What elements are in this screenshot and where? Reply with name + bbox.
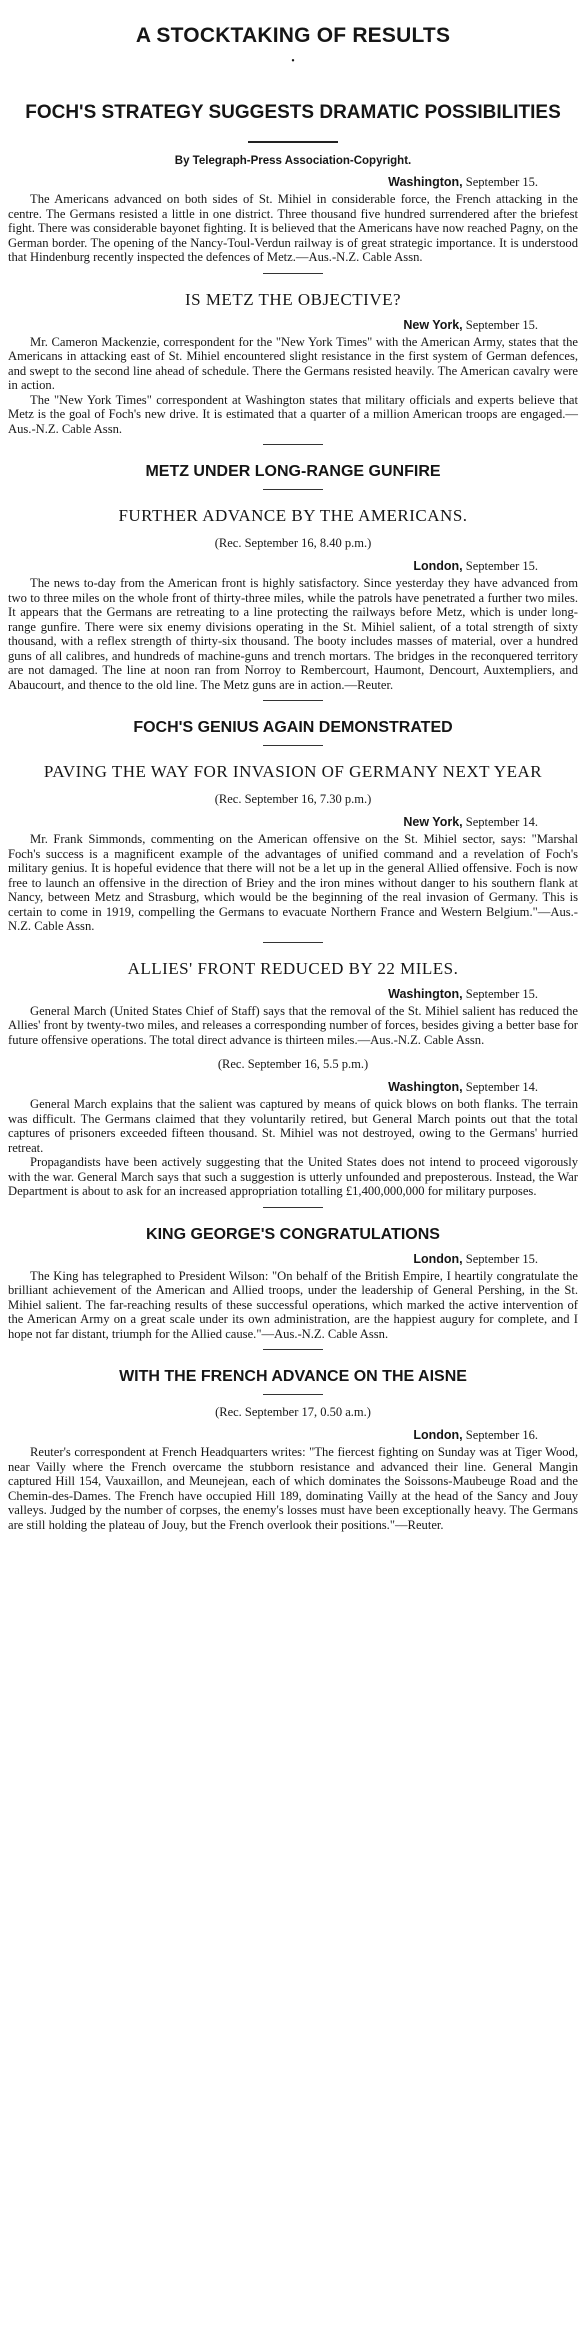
- divider: [263, 273, 323, 274]
- section-subheading: ALLIES' FRONT REDUCED BY 22 MILES.: [127, 958, 459, 978]
- article-king-george: [8, 1226, 578, 1342]
- received-note: (Rec. September 17, 0.50 a.m.): [215, 1405, 371, 1419]
- dateline-place: London,: [413, 559, 463, 573]
- dateline: [8, 559, 578, 574]
- section-heading: WITH THE FRENCH ADVANCE ON THE AISNE: [119, 1368, 467, 1385]
- divider: [263, 745, 323, 746]
- divider: [263, 1394, 323, 1395]
- dateline-place: Washington,: [388, 986, 463, 1001]
- dateline-place: New York,: [403, 815, 463, 829]
- divider: [263, 1349, 323, 1350]
- section-heading: FOCH'S GENIUS AGAIN DEMONSTRATED: [133, 719, 453, 736]
- article-paragraph: The news to-day from the American front is highly satisfactory. Since yesterday they have advanced from two to three miles on the whole front of thirty-three miles, while the patrols have penetrated a further two miles. It appears that the Germans are retreating to a line protecting the railways before Metz, which is under long-range gunfire. There were six enemy divisions operating in the St. Mihiel salient, of a total strength of sixty thousand, with a reflex strength of thirty-six thousand. The booty includes masses of material, over a hundred guns of all calibres, and hundreds of machine-guns and trench mortars. The bridges in the reconquered territory are not damaged. The line at noon ran from Norroy to Rembercourt, Haumont, Dencourt, Auxtempliers, and Abaucourt, and thence to the old line. The Metz guns are in action.—Reuter.: [8, 576, 578, 692]
- received-note: (Rec. September 16, 8.40 p.m.): [214, 536, 372, 550]
- divider: [263, 489, 323, 490]
- dateline-date: September 16.: [465, 1428, 538, 1442]
- received-note: (Rec. September 16, 5.5 p.m.): [217, 1057, 369, 1071]
- divider: [248, 141, 338, 143]
- divider: [263, 942, 323, 943]
- article-paragraph: The "New York Times" correspondent at Washington states that military officials and experts believe that Metz is the goal of Foch's new drive. It is estimated that a quarter of a million American troops are engaged.—Aus.-N.Z. Cable Assn.: [8, 392, 578, 436]
- dateline-date: September 15.: [465, 1251, 538, 1266]
- section-heading: KING GEORGE'S CONGRATULATIONS: [146, 1225, 440, 1243]
- divider: [263, 444, 323, 445]
- dateline-date: September 14.: [465, 1080, 538, 1094]
- article-paragraph: Propagandists have been actively suggesting that the United States does not intend to proceed vigorously with the war. General March says that such a suggestion is utterly unfounded and preposterous. Instead, the War Department is about to ask for an increased appropriation totalling £1,400,000,000 for military purposes.: [8, 1155, 578, 1198]
- dateline-place: London,: [413, 1428, 463, 1442]
- article-long-range-gunfire: [8, 463, 578, 692]
- dateline-date: September 15.: [465, 986, 538, 1001]
- article-allies-front: [8, 959, 578, 1199]
- article-french-aisne: [8, 1368, 578, 1532]
- article-paragraph: Mr. Cameron Mackenzie, correspondent for the "New York Times" with the American Army, states that the Americans in attacking east of St. Mihiel encountered slight resistance in the first system of German defences, and swept to the second line ahead of schedule. There the Germans resisted heavily. The American cavalry were in action.: [8, 334, 578, 392]
- article-paragraph: General March (United States Chief of Staff) says that the removal of the St. Mihiel salient has reduced the Allies' front by twenty-two miles, and releases a corresponding number of forces, besides giving a better base for future offensive operations. The total direct advance is thirteen miles.—Aus.-N.Z. Cable Assn.: [8, 1003, 578, 1047]
- dateline-date: September 15.: [465, 559, 538, 573]
- section-subheading: PAVING THE WAY FOR INVASION OF GERMANY NEXT YEAR: [43, 762, 543, 781]
- dateline: [8, 1252, 578, 1267]
- dateline-date: September 14.: [465, 815, 538, 829]
- dateline-place: New York,: [403, 317, 463, 332]
- main-headline: FOCH'S STRATEGY SUGGESTS DRAMATIC POSSIBILITIES: [25, 102, 561, 123]
- dateline: [8, 815, 578, 830]
- dateline: [8, 1080, 578, 1095]
- dateline: [8, 987, 578, 1002]
- article-paragraph: Reuter's correspondent at French Headquarters writes: "The fiercest fighting on Sunday was at Tiger Wood, near Vailly where the French overcame the stubborn resistance and advanced their line. General Mangin captured Hill 154, Vauxaillon, and Meunejean, each of which dominates the Soissons-Maubeuge Road and the Chemin-des-Dames. The French have occupied Hill 189, dominating Vailly at the head of the Sancy and Jouy valleys. Judged by the number of corpses, the enemy's losses must have been exceptionally heavy. The Germans are still holding the plateau of Jouy, but the French overlook their positions."—Reuter.: [8, 1445, 578, 1532]
- article-washington-1: [8, 175, 578, 265]
- article-paragraph: General March explains that the salient was captured by means of quick blows on both flanks. The terrain was difficult. The Germans claimed that they voluntarily retired, but General March points out that the total captures of prisoners exceeded fifteen thousand. St. Mihiel was not destroyed, owing to the Germans' hurried retreat.: [8, 1097, 578, 1155]
- dateline: [8, 1428, 578, 1443]
- byline: By Telegraph-Press Association-Copyright.: [174, 155, 412, 167]
- dateline: [8, 318, 578, 333]
- article-paragraph: The Americans advanced on both sides of St. Mihiel in considerable force, the French attacking in the centre. The Germans resisted a little in one district. Three thousand five hundred surrendered after the briefest fight. There was considerable bayonet fighting. It is believed that the Americans have now reached Pagny, on the German border. The opening of the Nancy-Toul-Verdun railway is of great strategic importance. It is understood that Hindenburg recently inspected the defences of Metz.—Aus.-N.Z. Cable Assn.: [8, 192, 578, 264]
- dateline-date: September 15.: [465, 175, 538, 189]
- article-paragraph: Mr. Frank Simmonds, commenting on the American offensive on the St. Mihiel sector, says: "Marshal Foch's success is a magnificent example of the advantages of unified command and a revelation of Foch's military genius. It is hopeful evidence that there will not be a let up in the general Allied offensive. Foch is now free to launch an offensive in the direction of Briey and the iron mines without danger to his southern flank at Nancy, between Metz and Strasburg, which would be the beginning of the real invasion of Germany. This is certain to come in 1919, compelling the Germans to evacuate Northern France and Western Belgium."—Aus.-N.Z. Cable Assn.: [8, 832, 578, 933]
- article-metz-objective: [8, 290, 578, 437]
- dateline-place: Washington,: [388, 1080, 463, 1094]
- section-heading: METZ UNDER LONG-RANGE GUNFIRE: [145, 463, 441, 480]
- dateline-date: September 15.: [465, 317, 538, 332]
- divider: [263, 700, 323, 701]
- article-foch-genius: [8, 719, 578, 934]
- section-subheading: FURTHER ADVANCE BY THE AMERICANS.: [118, 506, 468, 525]
- page-title: A STOCKTAKING OF RESULTS: [135, 24, 451, 47]
- ornament: •: [291, 56, 295, 67]
- dateline-place: London,: [413, 1251, 463, 1266]
- section-heading: IS METZ THE OBJECTIVE?: [184, 289, 402, 309]
- article-paragraph: The King has telegraphed to President Wilson: "On behalf of the British Empire, I heartily congratulate the brilliant achievement of the American and Allied troops, under the leadership of General Pershing, in the St. Mihiel salient. The far-reaching results of these successful operations, which marked the active intervention of the American Army on a great scale under its own administration, are the happiest augury for complete, and I hope not far distant, triumph for the Allied cause."—Aus.-N.Z. Cable Assn.: [8, 1268, 578, 1341]
- received-note: (Rec. September 16, 7.30 p.m.): [214, 792, 372, 806]
- dateline: [8, 175, 578, 190]
- divider: [263, 1207, 323, 1208]
- dateline-place: Washington,: [388, 175, 463, 189]
